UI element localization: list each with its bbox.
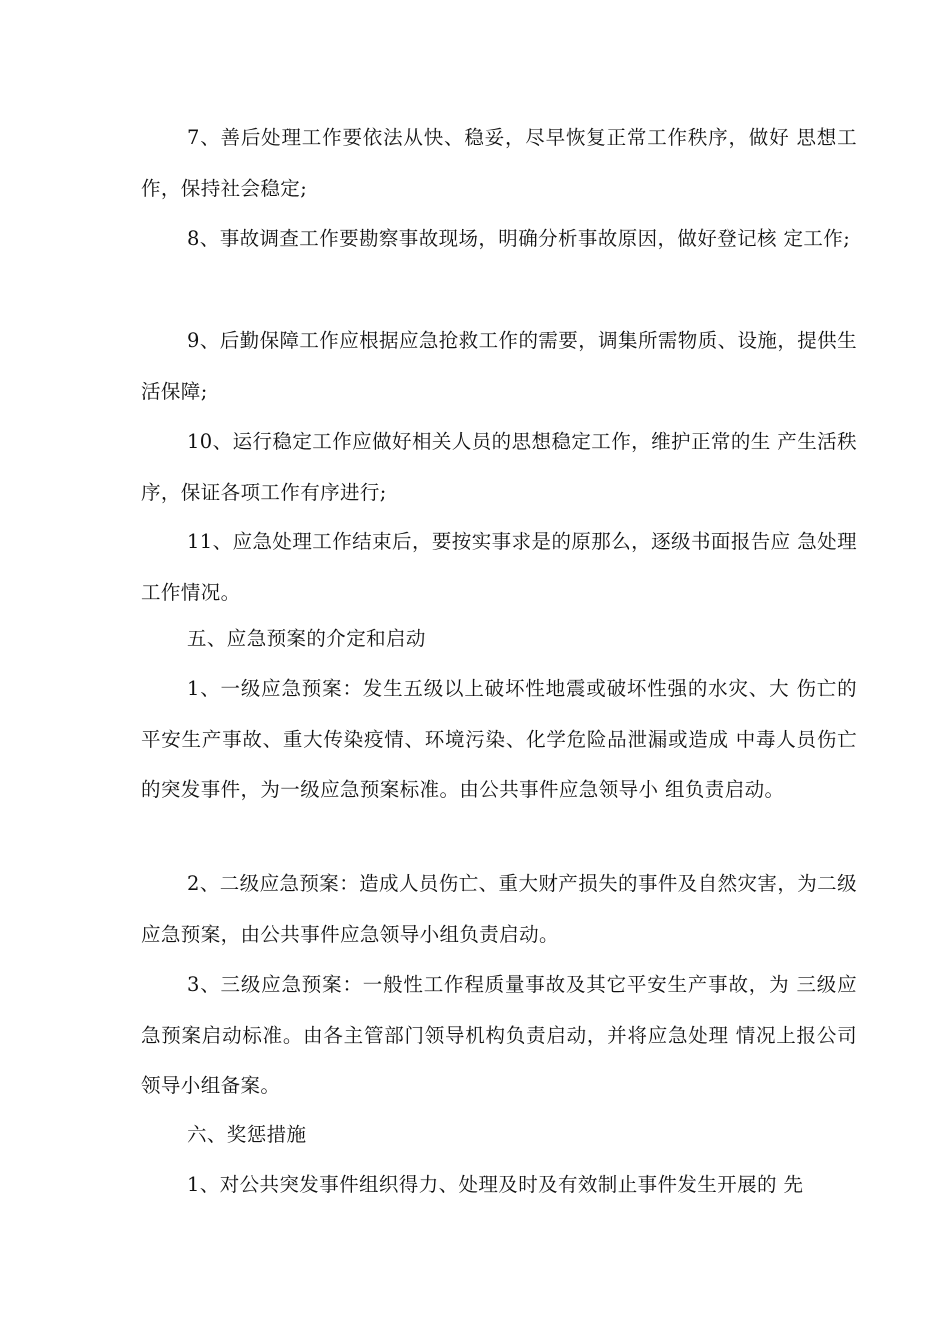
- paragraph-item-7: 7、善后处理工作要依法从快、稳妥，尽早恢复正常工作秩序，做好 思想工作，保持社会稳定;: [141, 126, 857, 200]
- paragraph-item-5-1: 1、一级应急预案：发生五级以上破坏性地震或破坏性强的水灾、大 伤亡的平安生产事故、重大传染疫情、环境污染、化学危险品泄漏或造成 中毒人员伤亡的突发事件，为一级应急预案标准。由公共事件应急领导小 组负责启动。: [141, 677, 857, 801]
- paragraph-item-10: 10、运行稳定工作应做好相关人员的思想稳定工作，维护正常的生 产生活秩序，保证各项工作有序进行;: [141, 430, 857, 504]
- section-heading-5: 五、应急预案的介定和启动: [187, 627, 426, 650]
- paragraph-item-6-1: 1、对公共突发事件组织得力、处理及时及有效制止事件发生开展的 先: [187, 1173, 804, 1196]
- paragraph-item-5-2: 2、二级应急预案：造成人员伤亡、重大财产损失的事件及自然灾害，为二级应急预案，由公共事件应急领导小组负责启动。: [141, 872, 857, 946]
- paragraph-item-9: 9、后勤保障工作应根据应急抢救工作的需要，调集所需物质、设施，提供生活保障;: [141, 329, 857, 403]
- paragraph-item-8: 8、事故调查工作要勘察事故现场，明确分析事故原因，做好登记核 定工作;: [187, 227, 851, 250]
- paragraph-item-5-3: 3、三级应急预案：一般性工作程质量事故及其它平安生产事故，为 三级应急预案启动标准。由各主管部门领导机构负责启动，并将应急处理 情况上报公司领导小组备案。: [141, 973, 857, 1097]
- paragraph-item-11: 11、应急处理工作结束后，要按实事求是的原那么，逐级书面报告应 急处理工作情况。: [141, 530, 857, 604]
- section-heading-6: 六、奖惩措施: [187, 1123, 307, 1146]
